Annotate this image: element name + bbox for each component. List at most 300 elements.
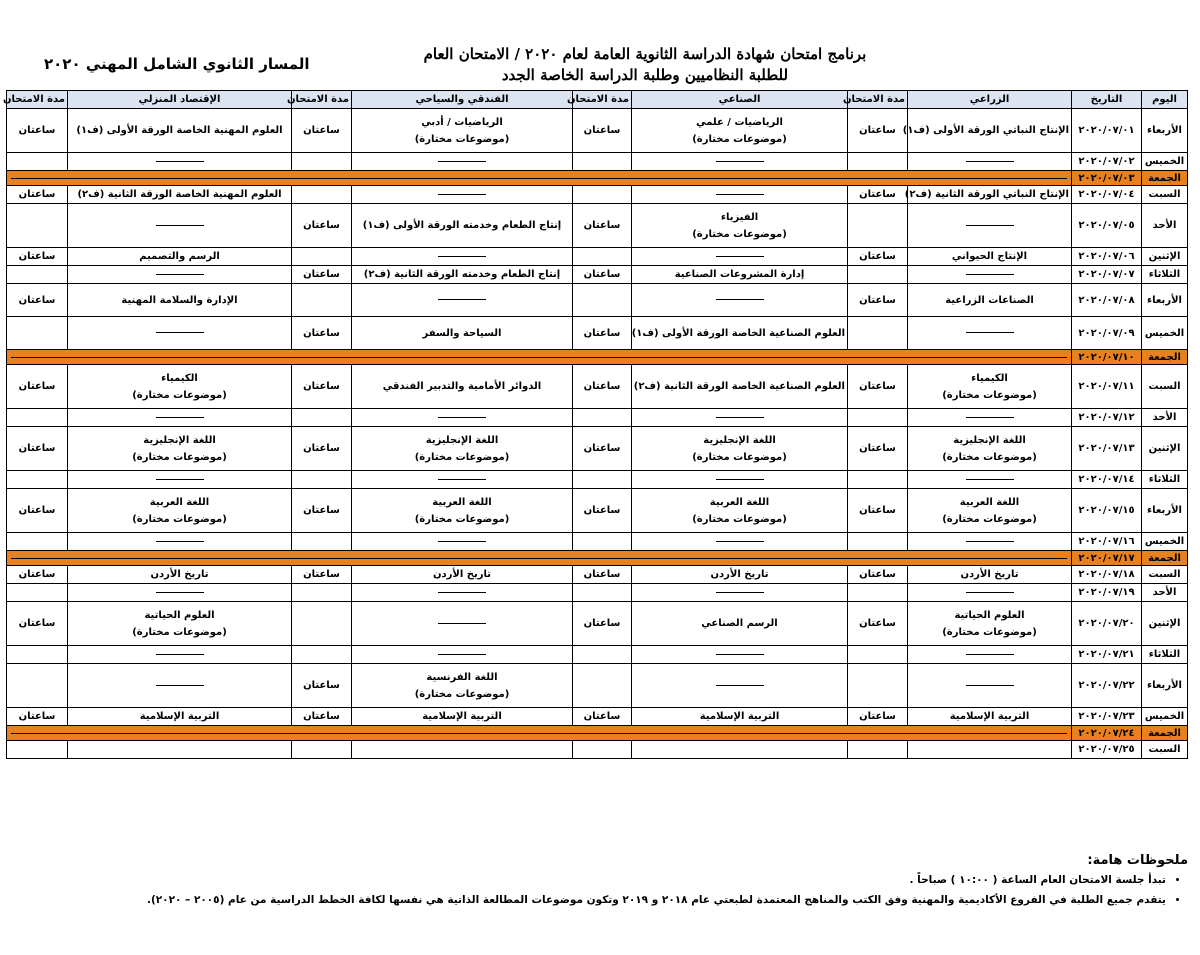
header-date: التاريخ <box>1072 91 1142 109</box>
date-cell: ٢٠٢٠/٠٧/١١ <box>1072 365 1142 409</box>
holiday-line <box>11 733 1067 734</box>
table-header-row <box>7 91 1188 109</box>
subject-cell <box>632 186 848 204</box>
title-block <box>420 44 870 86</box>
date-cell: ٢٠٢٠/٠٧/١٢ <box>1072 409 1142 427</box>
subject-note: (موضوعات مختارة) <box>692 451 787 463</box>
table-row <box>7 153 1188 171</box>
date-cell: ٢٠٢٠/٠٧/١٦ <box>1072 533 1142 551</box>
subject-note: (موضوعات مختارة) <box>132 513 227 525</box>
subject-name: اللغة الإنجليزية <box>425 434 499 446</box>
duration-cell <box>848 646 908 664</box>
subject-cell <box>632 708 848 726</box>
day-cell: الجمعة <box>1142 551 1188 566</box>
subject-name: التربية الإسلامية <box>422 711 502 722</box>
subject-name: اللغة العربية <box>432 496 492 508</box>
subject-cell <box>632 266 848 284</box>
duration-cell: ساعتان <box>292 664 352 708</box>
day-cell: الجمعة <box>1142 726 1188 741</box>
note-item: • تبدأ جلسة الامتحان العام الساعة ( ١٠:٠٠ ) صباحاً . <box>8 874 1166 886</box>
subject-cell <box>68 584 292 602</box>
subject-cell <box>632 664 848 708</box>
day-cell: الخميس <box>1142 533 1188 551</box>
duration-cell <box>7 266 68 284</box>
date-cell: ٢٠٢٠/٠٧/١٨ <box>1072 566 1142 584</box>
duration-cell <box>292 741 352 759</box>
subject-cell <box>908 741 1072 759</box>
subject-name: الصناعات الزراعية <box>945 294 1034 306</box>
subject-name: التربية الإسلامية <box>699 711 780 722</box>
day-cell: السبت <box>1142 741 1188 759</box>
subject-cell <box>352 266 573 284</box>
duration-cell <box>848 471 908 489</box>
table-row <box>7 646 1188 664</box>
friday-row <box>7 350 1188 365</box>
duration-cell: ساعتان <box>848 708 908 726</box>
duration-cell <box>573 471 632 489</box>
subject-note: (موضوعات مختارة) <box>132 451 227 463</box>
date-cell: ٢٠٢٠/٠٧/٠٥ <box>1072 204 1142 248</box>
subject-cell <box>68 708 292 726</box>
holiday-line <box>11 178 1067 179</box>
duration-cell: ساعتان <box>848 489 908 533</box>
subject-name: اللغة الإنجليزية <box>703 434 776 446</box>
subject-name: اللغة الإنجليزية <box>143 434 216 446</box>
date-cell: ٢٠٢٠/٠٧/٠٨ <box>1072 284 1142 317</box>
duration-cell <box>573 284 632 317</box>
subject-cell <box>352 708 573 726</box>
duration-cell: ساعتان <box>573 602 632 646</box>
subject-cell <box>908 317 1072 350</box>
duration-cell: ساعتان <box>848 186 908 204</box>
notes-section <box>8 853 1188 914</box>
subject-cell <box>68 153 292 171</box>
subject-note: (موضوعات مختارة) <box>942 513 1037 525</box>
duration-cell: ساعتان <box>848 566 908 584</box>
no-exam-dash <box>716 685 764 686</box>
subject-name: اللغة العربية <box>709 496 770 508</box>
subject-cell <box>908 409 1072 427</box>
no-exam-dash <box>966 541 1014 542</box>
duration-cell: ساعتان <box>7 708 68 726</box>
duration-cell <box>7 317 68 350</box>
header-home: الإقتصاد المنزلي <box>68 91 292 109</box>
duration-cell: ساعتان <box>848 284 908 317</box>
no-exam-dash <box>716 592 764 593</box>
subject-cell <box>632 365 848 409</box>
duration-cell: ساعتان <box>292 266 352 284</box>
subject-cell <box>68 489 292 533</box>
friday-row <box>7 551 1188 566</box>
header-day: اليوم <box>1142 91 1188 109</box>
duration-cell <box>7 741 68 759</box>
date-cell: ٢٠٢٠/٠٧/١٣ <box>1072 427 1142 471</box>
duration-cell <box>7 204 68 248</box>
subject-cell <box>632 284 848 317</box>
subject-name: الإدارة والسلامة المهنية <box>121 294 238 306</box>
no-exam-dash <box>966 479 1014 480</box>
duration-cell: ساعتان <box>573 317 632 350</box>
no-exam-dash <box>156 479 204 480</box>
no-exam-dash <box>438 256 486 257</box>
subject-cell <box>908 471 1072 489</box>
duration-cell <box>292 646 352 664</box>
subject-name: تاريخ الأردن <box>710 569 769 580</box>
subject-cell <box>352 533 573 551</box>
duration-cell: ساعتان <box>848 365 908 409</box>
subject-note: (موضوعات مختارة) <box>942 626 1037 638</box>
subject-cell <box>68 741 292 759</box>
subject-name: إنتاج الطعام وخدمته الورقة الأولى (ف١) <box>362 220 562 231</box>
header-home-dur: مدة الامتحان <box>7 91 68 109</box>
duration-cell <box>848 409 908 427</box>
day-cell: السبت <box>1142 566 1188 584</box>
subject-name: العلوم الصناعية الخاصة الورقة الثانية (ف٢) <box>633 381 845 392</box>
friday-holiday-band <box>7 551 1072 566</box>
subject-cell <box>352 365 573 409</box>
duration-cell <box>7 471 68 489</box>
no-exam-dash <box>966 225 1014 226</box>
table-row <box>7 284 1188 317</box>
subject-name: الفيزياء <box>720 211 759 223</box>
subject-name: إنتاج الطعام وخدمته الورقة الثانية (ف٢) <box>363 269 561 280</box>
duration-cell: ساعتان <box>7 248 68 266</box>
table-row <box>7 664 1188 708</box>
no-exam-dash <box>716 541 764 542</box>
duration-cell <box>573 533 632 551</box>
day-cell: الأحد <box>1142 204 1188 248</box>
no-exam-dash <box>156 541 204 542</box>
header-agri: الزراعي <box>908 91 1072 109</box>
no-exam-dash <box>716 194 764 195</box>
friday-holiday-band <box>7 171 1072 186</box>
duration-cell: ساعتان <box>573 427 632 471</box>
subject-cell <box>908 664 1072 708</box>
duration-cell <box>848 584 908 602</box>
subject-cell <box>908 204 1072 248</box>
subject-cell <box>352 741 573 759</box>
table-row <box>7 471 1188 489</box>
subject-cell <box>68 471 292 489</box>
duration-cell: ساعتان <box>573 109 632 153</box>
subject-cell <box>68 533 292 551</box>
subject-cell <box>352 186 573 204</box>
subject-cell <box>632 533 848 551</box>
duration-cell <box>573 741 632 759</box>
no-exam-dash <box>438 623 486 624</box>
subject-cell <box>632 566 848 584</box>
duration-cell <box>848 317 908 350</box>
subject-cell <box>632 153 848 171</box>
subject-cell <box>632 741 848 759</box>
duration-cell <box>848 533 908 551</box>
subject-name: الرسم الصناعي <box>701 618 778 629</box>
subject-cell <box>352 153 573 171</box>
day-cell: الأربعاء <box>1142 109 1188 153</box>
subject-cell <box>352 248 573 266</box>
subject-note: (موضوعات مختارة) <box>414 513 510 525</box>
subject-cell <box>908 427 1072 471</box>
no-exam-dash <box>716 479 764 480</box>
no-exam-dash <box>438 592 486 593</box>
day-cell: الأحد <box>1142 409 1188 427</box>
subject-cell <box>352 204 573 248</box>
subject-cell <box>352 584 573 602</box>
subject-name: العلوم الحياتية <box>144 609 215 621</box>
day-cell: الإثنين <box>1142 248 1188 266</box>
duration-cell <box>848 664 908 708</box>
duration-cell: ساعتان <box>573 204 632 248</box>
subject-cell <box>68 186 292 204</box>
friday-holiday-band <box>7 350 1072 365</box>
day-cell: الثلاثاء <box>1142 646 1188 664</box>
duration-cell: ساعتان <box>292 708 352 726</box>
date-cell: ٢٠٢٠/٠٧/١٥ <box>1072 489 1142 533</box>
subject-cell <box>908 266 1072 284</box>
subject-cell <box>352 471 573 489</box>
subject-cell <box>632 471 848 489</box>
subject-note: (موضوعات مختارة) <box>132 626 227 638</box>
notes-list <box>8 874 1188 906</box>
subject-name: تاريخ الأردن <box>960 569 1019 580</box>
no-exam-dash <box>966 161 1014 162</box>
duration-cell: ساعتان <box>7 109 68 153</box>
table-row <box>7 427 1188 471</box>
no-exam-dash <box>716 256 764 257</box>
duration-cell <box>573 153 632 171</box>
subject-cell <box>908 489 1072 533</box>
date-cell: ٢٠٢٠/٠٧/٢٤ <box>1072 726 1142 741</box>
no-exam-dash <box>966 592 1014 593</box>
table-row <box>7 186 1188 204</box>
date-cell: ٢٠٢٠/٠٧/٠٤ <box>1072 186 1142 204</box>
day-cell: الثلاثاء <box>1142 471 1188 489</box>
header-agri-dur: مدة الامتحان <box>848 91 908 109</box>
subject-name: الرياضيات / أدبي <box>421 116 503 128</box>
friday-row <box>7 171 1188 186</box>
duration-cell: ساعتان <box>848 248 908 266</box>
table-row <box>7 409 1188 427</box>
subject-cell <box>352 566 573 584</box>
subject-note: (موضوعات مختارة) <box>942 389 1037 401</box>
duration-cell: ساعتان <box>292 427 352 471</box>
holiday-line <box>11 558 1067 559</box>
subject-name: العلوم الحياتية <box>954 609 1025 621</box>
no-exam-dash <box>716 161 764 162</box>
duration-cell: ساعتان <box>573 489 632 533</box>
no-exam-dash <box>156 685 204 686</box>
duration-cell <box>573 646 632 664</box>
subject-cell <box>352 109 573 153</box>
duration-cell: ساعتان <box>848 427 908 471</box>
table-row <box>7 204 1188 248</box>
subject-cell <box>68 646 292 664</box>
subject-cell <box>632 427 848 471</box>
duration-cell: ساعتان <box>7 186 68 204</box>
day-cell: الأربعاء <box>1142 664 1188 708</box>
no-exam-dash <box>438 654 486 655</box>
subject-name: الكيمياء <box>971 372 1008 384</box>
holiday-line <box>11 357 1067 358</box>
subject-cell <box>908 284 1072 317</box>
no-exam-dash <box>716 299 764 300</box>
duration-cell <box>292 248 352 266</box>
track-title: المسار الثانوي الشامل المهني ٢٠٢٠ <box>44 55 310 73</box>
subject-cell <box>68 427 292 471</box>
subject-note: (موضوعات مختارة) <box>942 451 1037 463</box>
duration-cell: ساعتان <box>292 566 352 584</box>
subject-name: تاريخ الأردن <box>150 569 209 580</box>
subject-name: التربية الإسلامية <box>139 711 220 722</box>
exam-schedule-table <box>3 90 1188 759</box>
subject-cell <box>632 584 848 602</box>
subject-cell <box>68 602 292 646</box>
duration-cell <box>573 186 632 204</box>
subject-cell <box>632 409 848 427</box>
duration-cell <box>7 409 68 427</box>
subject-cell <box>68 266 292 284</box>
subject-cell <box>632 489 848 533</box>
subject-cell <box>632 109 848 153</box>
subject-note: (موضوعات مختارة) <box>414 451 510 463</box>
subject-name: الكيمياء <box>161 372 198 384</box>
no-exam-dash <box>966 685 1014 686</box>
subject-cell <box>908 602 1072 646</box>
duration-cell: ساعتان <box>292 489 352 533</box>
duration-cell <box>292 186 352 204</box>
subject-cell <box>908 708 1072 726</box>
table-row <box>7 741 1188 759</box>
no-exam-dash <box>156 225 204 226</box>
duration-cell: ساعتان <box>573 708 632 726</box>
date-cell: ٢٠٢٠/٠٧/٠٣ <box>1072 171 1142 186</box>
subject-name: الإنتاج النباتي الورقة الثانية (ف٢) <box>904 189 1069 200</box>
day-cell: الأربعاء <box>1142 489 1188 533</box>
no-exam-dash <box>438 194 486 195</box>
duration-cell: ساعتان <box>292 365 352 409</box>
date-cell: ٢٠٢٠/٠٧/٢٥ <box>1072 741 1142 759</box>
duration-cell <box>573 664 632 708</box>
no-exam-dash <box>156 417 204 418</box>
subject-cell <box>908 584 1072 602</box>
date-cell: ٢٠٢٠/٠٧/٢٣ <box>1072 708 1142 726</box>
friday-row <box>7 726 1188 741</box>
table-row <box>7 566 1188 584</box>
friday-holiday-band <box>7 726 1072 741</box>
subject-name: اللغة الإنجليزية <box>953 434 1026 446</box>
day-cell: الأربعاء <box>1142 284 1188 317</box>
subject-cell <box>632 204 848 248</box>
subject-name: اللغة العربية <box>959 496 1020 508</box>
note-item: • يتقدم جميع الطلبة في الفروع الأكاديمية والمهنية وفق الكتب والمناهج المعتمدة لطبعتي عام ٢٠١٨ و ٢٠١٩ وتكون موضوعات المطالعة الذاتية هي نفسها لكافة الخطط الدراسية من عام (٢٠٠٥ – ٢٠٢٠). <box>8 894 1166 906</box>
subject-cell <box>352 646 573 664</box>
duration-cell: ساعتان <box>573 365 632 409</box>
duration-cell <box>292 602 352 646</box>
subject-cell <box>352 409 573 427</box>
subject-cell <box>908 365 1072 409</box>
subject-cell <box>352 664 573 708</box>
day-cell: الإثنين <box>1142 427 1188 471</box>
subject-cell <box>68 365 292 409</box>
no-exam-dash <box>438 479 486 480</box>
duration-cell: ساعتان <box>573 266 632 284</box>
subject-cell <box>68 204 292 248</box>
table-row <box>7 489 1188 533</box>
date-cell: ٢٠٢٠/٠٧/٠٩ <box>1072 317 1142 350</box>
subject-cell <box>632 248 848 266</box>
duration-cell: ساعتان <box>7 427 68 471</box>
table-row <box>7 109 1188 153</box>
subject-name: العلوم المهنية الخاصة الورقة الأولى (ف١) <box>76 125 283 136</box>
duration-cell <box>848 204 908 248</box>
no-exam-dash <box>966 654 1014 655</box>
duration-cell: ساعتان <box>7 284 68 317</box>
subject-cell <box>68 284 292 317</box>
subject-note: (موضوعات مختارة) <box>692 228 787 240</box>
duration-cell <box>848 153 908 171</box>
duration-cell: ساعتان <box>292 204 352 248</box>
header-hotel: الفندقي والسياحي <box>352 91 573 109</box>
subject-name: العلوم المهنية الخاصة الورقة الثانية (ف٢) <box>77 189 282 200</box>
subject-note: (موضوعات مختارة) <box>414 688 510 700</box>
day-cell: الجمعة <box>1142 171 1188 186</box>
no-exam-dash <box>438 161 486 162</box>
table-row <box>7 365 1188 409</box>
subject-name: الدوائر الأمامية والتدبير الفندقي <box>382 381 542 392</box>
subject-cell <box>632 602 848 646</box>
subject-cell <box>352 317 573 350</box>
subject-cell <box>632 317 848 350</box>
duration-cell: ساعتان <box>292 109 352 153</box>
duration-cell <box>292 284 352 317</box>
no-exam-dash <box>438 299 486 300</box>
table-row <box>7 602 1188 646</box>
subject-name: الرياضيات / علمي <box>696 116 783 128</box>
header-ind: الصناعي <box>632 91 848 109</box>
subject-note: (موضوعات مختارة) <box>414 133 510 145</box>
duration-cell: ساعتان <box>7 566 68 584</box>
subject-cell <box>904 186 1072 204</box>
date-cell: ٢٠٢٠/٠٧/٠٦ <box>1072 248 1142 266</box>
title-line-2: للطلبة النظاميين وطلبة الدراسة الخاصة الجدد <box>501 66 789 84</box>
subject-note: (موضوعات مختارة) <box>132 389 227 401</box>
subject-name: التربية الإسلامية <box>949 711 1030 722</box>
subject-cell <box>68 109 292 153</box>
subject-name: السياحة والسفر <box>422 327 502 339</box>
duration-cell <box>292 471 352 489</box>
subject-note: (موضوعات مختارة) <box>692 133 787 145</box>
date-cell: ٢٠٢٠/٠٧/٢٠ <box>1072 602 1142 646</box>
subject-cell <box>68 664 292 708</box>
subject-name: إدارة المشروعات الصناعية <box>674 269 805 280</box>
subject-cell <box>68 317 292 350</box>
duration-cell <box>292 533 352 551</box>
subject-name: الإنتاج النباتي الورقة الأولى (ف١) <box>902 125 1069 136</box>
day-cell: السبت <box>1142 186 1188 204</box>
duration-cell <box>7 646 68 664</box>
duration-cell: ساعتان <box>848 109 908 153</box>
duration-cell <box>848 266 908 284</box>
duration-cell <box>848 741 908 759</box>
no-exam-dash <box>156 654 204 655</box>
subject-name: الإنتاج الحيواني <box>951 251 1028 262</box>
duration-cell <box>292 153 352 171</box>
date-cell: ٢٠٢٠/٠٧/٠٢ <box>1072 153 1142 171</box>
duration-cell: ساعتان <box>573 566 632 584</box>
subject-name: العلوم الصناعية الخاصة الورقة الأولى (ف١) <box>631 327 845 339</box>
no-exam-dash <box>156 592 204 593</box>
subject-cell <box>352 489 573 533</box>
